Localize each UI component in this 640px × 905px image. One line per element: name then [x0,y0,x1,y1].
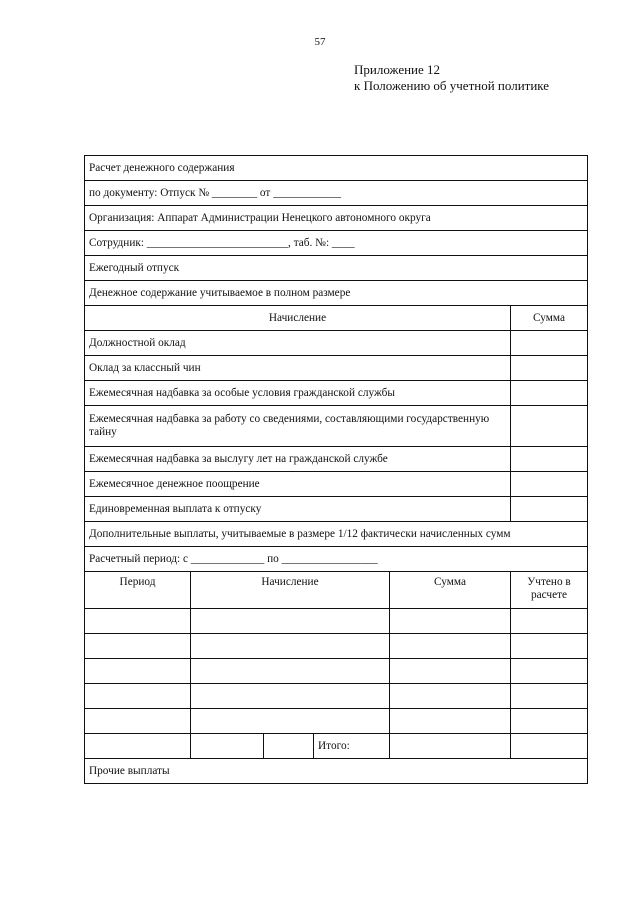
table-row [85,709,588,734]
period-amount-cell[interactable] [390,634,511,659]
accrual-row-label: Ежемесячная надбавка за выслугу лет на гражданской службе [85,447,511,472]
total-row [85,734,588,759]
period-counted-cell[interactable] [511,609,588,634]
period-cell[interactable] [85,634,191,659]
salary-calculation-form [84,155,588,784]
table-row [85,634,588,659]
period-accrual-cell[interactable] [191,609,390,634]
accrual-row-label: Должностной оклад [85,331,511,356]
other-payments: Прочие выплаты [85,759,588,784]
total-label: Итого: [314,734,390,759]
period-accrual-cell[interactable] [191,709,390,734]
period-cell[interactable] [85,684,191,709]
period-amount-cell[interactable] [390,659,511,684]
accrual-row-label: Ежемесячное денежное поощрение [85,472,511,497]
total-amount-cell[interactable] [390,734,511,759]
amount-header: Сумма [511,306,588,331]
document-line: по документу: Отпуск № ________ от ____________ [85,181,588,206]
period-counted-header: Учтено в расчете [511,572,588,609]
period-amount-header: Сумма [390,572,511,609]
accrual-row-label: Единовременная выплата к отпуску [85,497,511,522]
period-cell[interactable] [85,659,191,684]
accrual-amount-cell[interactable] [511,331,588,356]
period-accrual-cell[interactable] [191,634,390,659]
period-counted-cell[interactable] [511,709,588,734]
period-cell[interactable] [85,709,191,734]
accrual-header: Начисление [85,306,511,331]
period-amount-cell[interactable] [390,684,511,709]
additional-heading: Дополнительные выплаты, учитываемые в размере 1/12 фактически начисленных сумм [85,522,588,547]
period-line: Расчетный период: с _____________ по _________________ [85,547,588,572]
accrual-amount-cell[interactable] [511,497,588,522]
total-blank-cell [191,734,264,759]
period-cell[interactable] [85,609,191,634]
table-row [85,684,588,709]
employee-line: Сотрудник: _________________________, таб. №: ____ [85,231,588,256]
full-size-heading: Денежное содержание учитываемое в полном размере [85,281,588,306]
period-amount-cell[interactable] [390,609,511,634]
form-title: Расчет денежного содержания [85,156,588,181]
accrual-amount-cell[interactable] [511,472,588,497]
organization-line: Организация: Аппарат Администрации Ненецкого автономного округа [85,206,588,231]
total-counted-cell[interactable] [511,734,588,759]
appendix-header [354,62,549,94]
accrual-amount-cell[interactable] [511,406,588,447]
accrual-amount-cell[interactable] [511,356,588,381]
accrual-row-label: Ежемесячная надбавка за работу со сведениями, составляющими государственную тайну [85,406,511,447]
accrual-row-label: Оклад за классный чин [85,356,511,381]
accrual-row-label: Ежемесячная надбавка за особые условия гражданской службы [85,381,511,406]
period-header: Период [85,572,191,609]
period-counted-cell[interactable] [511,634,588,659]
total-blank-cell [85,734,191,759]
appendix-subtitle: к Положению об учетной политике [354,78,550,93]
period-counted-cell[interactable] [511,684,588,709]
accrual-amount-cell[interactable] [511,447,588,472]
period-accrual-cell[interactable] [191,659,390,684]
leave-type: Ежегодный отпуск [85,256,588,281]
table-row [85,659,588,684]
table-row [85,609,588,634]
page-number: 57 [314,36,326,48]
period-counted-cell[interactable] [511,659,588,684]
period-accrual-cell[interactable] [191,684,390,709]
period-amount-cell[interactable] [390,709,511,734]
appendix-title: Приложение 12 [354,62,441,77]
total-blank-cell [264,734,314,759]
period-accrual-header: Начисление [191,572,390,609]
accrual-amount-cell[interactable] [511,381,588,406]
